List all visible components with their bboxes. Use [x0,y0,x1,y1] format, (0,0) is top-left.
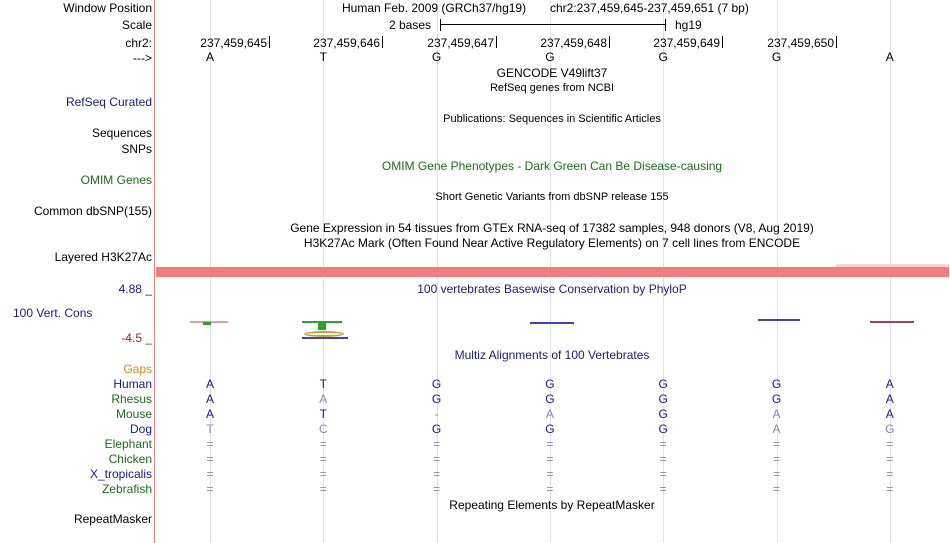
alignment-base: A [772,407,781,421]
strand-label: ---> [133,51,152,65]
omim-title: OMIM Gene Phenotypes - Dark Green Can Be Disease-causing [381,159,723,173]
alignment-base: = [206,452,214,466]
species-label: X_tropicalis [89,467,152,481]
coordinate-tick [382,36,383,48]
species-label: Rhesus [111,392,152,406]
alignment-base: = [433,452,441,466]
alignment-base: - [434,407,439,421]
alignment-base: A [319,392,328,406]
alignment-base: = [546,482,554,496]
species-label: Elephant [104,437,152,451]
cons-mark [318,323,326,330]
alignment-base: T [319,407,327,421]
alignment-base: G [431,377,442,391]
alignment-base: = [659,467,667,481]
gencode-title[interactable]: GENCODE V49lift37 [496,66,608,80]
scale-db: hg19 [675,18,702,32]
reference-base: G [545,50,555,64]
reference-base: G [431,50,442,64]
h3k27ac-title: H3K27Ac Mark (Often Found Near Active Regulatory Elements) on 7 cell lines from ENCODE [303,236,801,250]
dbsnp-title: Short Genetic Variants from dbSNP release 155 [435,191,669,203]
alignment-base: = [659,482,667,496]
species-label: Chicken [108,452,152,466]
coordinate-tick [609,36,610,48]
alignment-base: = [433,467,441,481]
coordinate-tick-label: 237,459,646 [313,36,380,50]
scale-label: Scale [121,18,152,32]
alignment-base: A [885,377,894,391]
alignment-base: A [772,422,781,436]
alignment-base: G [658,392,668,406]
alignment-base: = [546,437,554,451]
alignment-base: = [659,437,667,451]
alignment-base: = [772,437,781,451]
alignment-base: G [431,392,442,406]
alignment-base: = [886,437,894,451]
coordinate-tick-label: 237,459,650 [767,36,834,50]
reference-base: G [771,50,782,64]
alignment-base: = [433,482,441,496]
alignment-base: = [319,437,327,451]
alignment-base: = [319,467,327,481]
label-separator [154,0,155,543]
gtex-title: Gene Expression in 54 tissues from GTEx RNA-seq of 17382 samples, 948 donors (V8, Aug 2019) [290,221,814,235]
alignment-base: G [771,392,782,406]
reference-base: T [319,50,327,64]
alignment-base: = [546,452,554,466]
repeatmasker-title: Repeating Elements by RepeatMasker [449,498,655,512]
gaps-label[interactable]: Gaps [123,362,152,376]
alignment-base: G [545,377,555,391]
alignment-base: A [885,392,894,406]
reference-base: A [885,50,894,64]
phylop-min: -4.5 _ [121,331,152,345]
alignment-base: = [206,467,214,481]
species-label: Zebrafish [101,482,152,496]
sequences-label[interactable]: Sequences [91,126,152,140]
coordinate-tick [722,36,723,48]
snps-label[interactable]: SNPs [121,142,152,156]
alignment-base: = [546,467,554,481]
alignment-base: G [545,392,555,406]
alignment-base: G [658,407,668,421]
reference-base: G [658,50,668,64]
scale-text: 2 bases [389,18,432,32]
coordinate-tick [269,36,270,48]
alignment-base: T [319,377,327,391]
phylop-max: 4.88 _ [118,282,152,296]
alignment-base: G [658,422,668,436]
alignment-base: G [885,422,895,436]
coordinate-tick-label: 237,459,649 [653,36,720,50]
alignment-base: = [772,452,781,466]
cons-label[interactable]: 100 Vert. Cons [13,306,93,320]
alignment-base: = [319,452,327,466]
scale-bar [440,18,666,32]
coordinate-tick [496,36,497,48]
refseq-subtitle: RefSeq genes from NCBI [489,82,615,94]
h3k27ac-label[interactable]: Layered H3K27Ac [54,250,152,264]
alignment-base: G [431,422,442,436]
cons-mark [530,322,574,324]
cons-mark [870,321,914,323]
alignment-base: = [206,437,214,451]
chrom-label: chr2: [125,36,152,50]
alignment-base: A [205,377,215,391]
species-label: Human [113,377,152,391]
coordinate-tick-label: 237,459,645 [200,36,267,50]
alignment-base: A [205,407,215,421]
alignment-base: = [886,452,894,466]
multiz-title: Multiz Alignments of 100 Vertebrates [454,348,650,362]
refseq-label[interactable]: RefSeq Curated [65,95,152,109]
phylop-title: 100 vertebrates Basewise Conservation by PhyloP [417,282,687,296]
alignment-base: = [319,482,327,496]
alignment-base: G [658,377,668,391]
reference-base: A [205,50,215,64]
alignment-base: G [545,422,555,436]
position-text: chr2:237,459,645-237,459,651 (7 bp) [550,1,749,15]
assembly-text: Human Feb. 2009 (GRCh37/hg19) [342,1,527,15]
alignment-base: T [206,422,214,436]
dbsnp-label[interactable]: Common dbSNP(155) [33,204,152,218]
alignment-base: A [545,407,554,421]
h3k27ac-signal [156,267,949,277]
cons-mark [302,337,348,339]
alignment-base: = [659,452,667,466]
alignment-base: = [772,482,781,496]
repeatmasker-label[interactable]: RepeatMasker [73,512,152,526]
alignment-base: = [886,467,894,481]
publications-title: Publications: Sequences in Scientific Articles [443,113,661,125]
alignment-base: A [205,392,215,406]
cons-mark [203,322,211,325]
alignment-base: = [433,437,441,451]
cons-mark [758,319,800,321]
alignment-base: = [772,467,781,481]
coordinate-tick [836,36,837,48]
species-label: Dog [129,422,152,436]
alignment-base: G [771,377,782,391]
alignment-base: = [886,482,894,496]
alignment-base: C [318,422,328,436]
omim-label[interactable]: OMIM Genes [80,173,152,187]
alignment-base: A [885,407,894,421]
coordinate-tick-label: 237,459,648 [540,36,607,50]
window-position-label: Window Position [63,1,152,15]
alignment-base: = [206,482,214,496]
species-label: Mouse [115,407,152,421]
coordinate-tick-label: 237,459,647 [427,36,494,50]
